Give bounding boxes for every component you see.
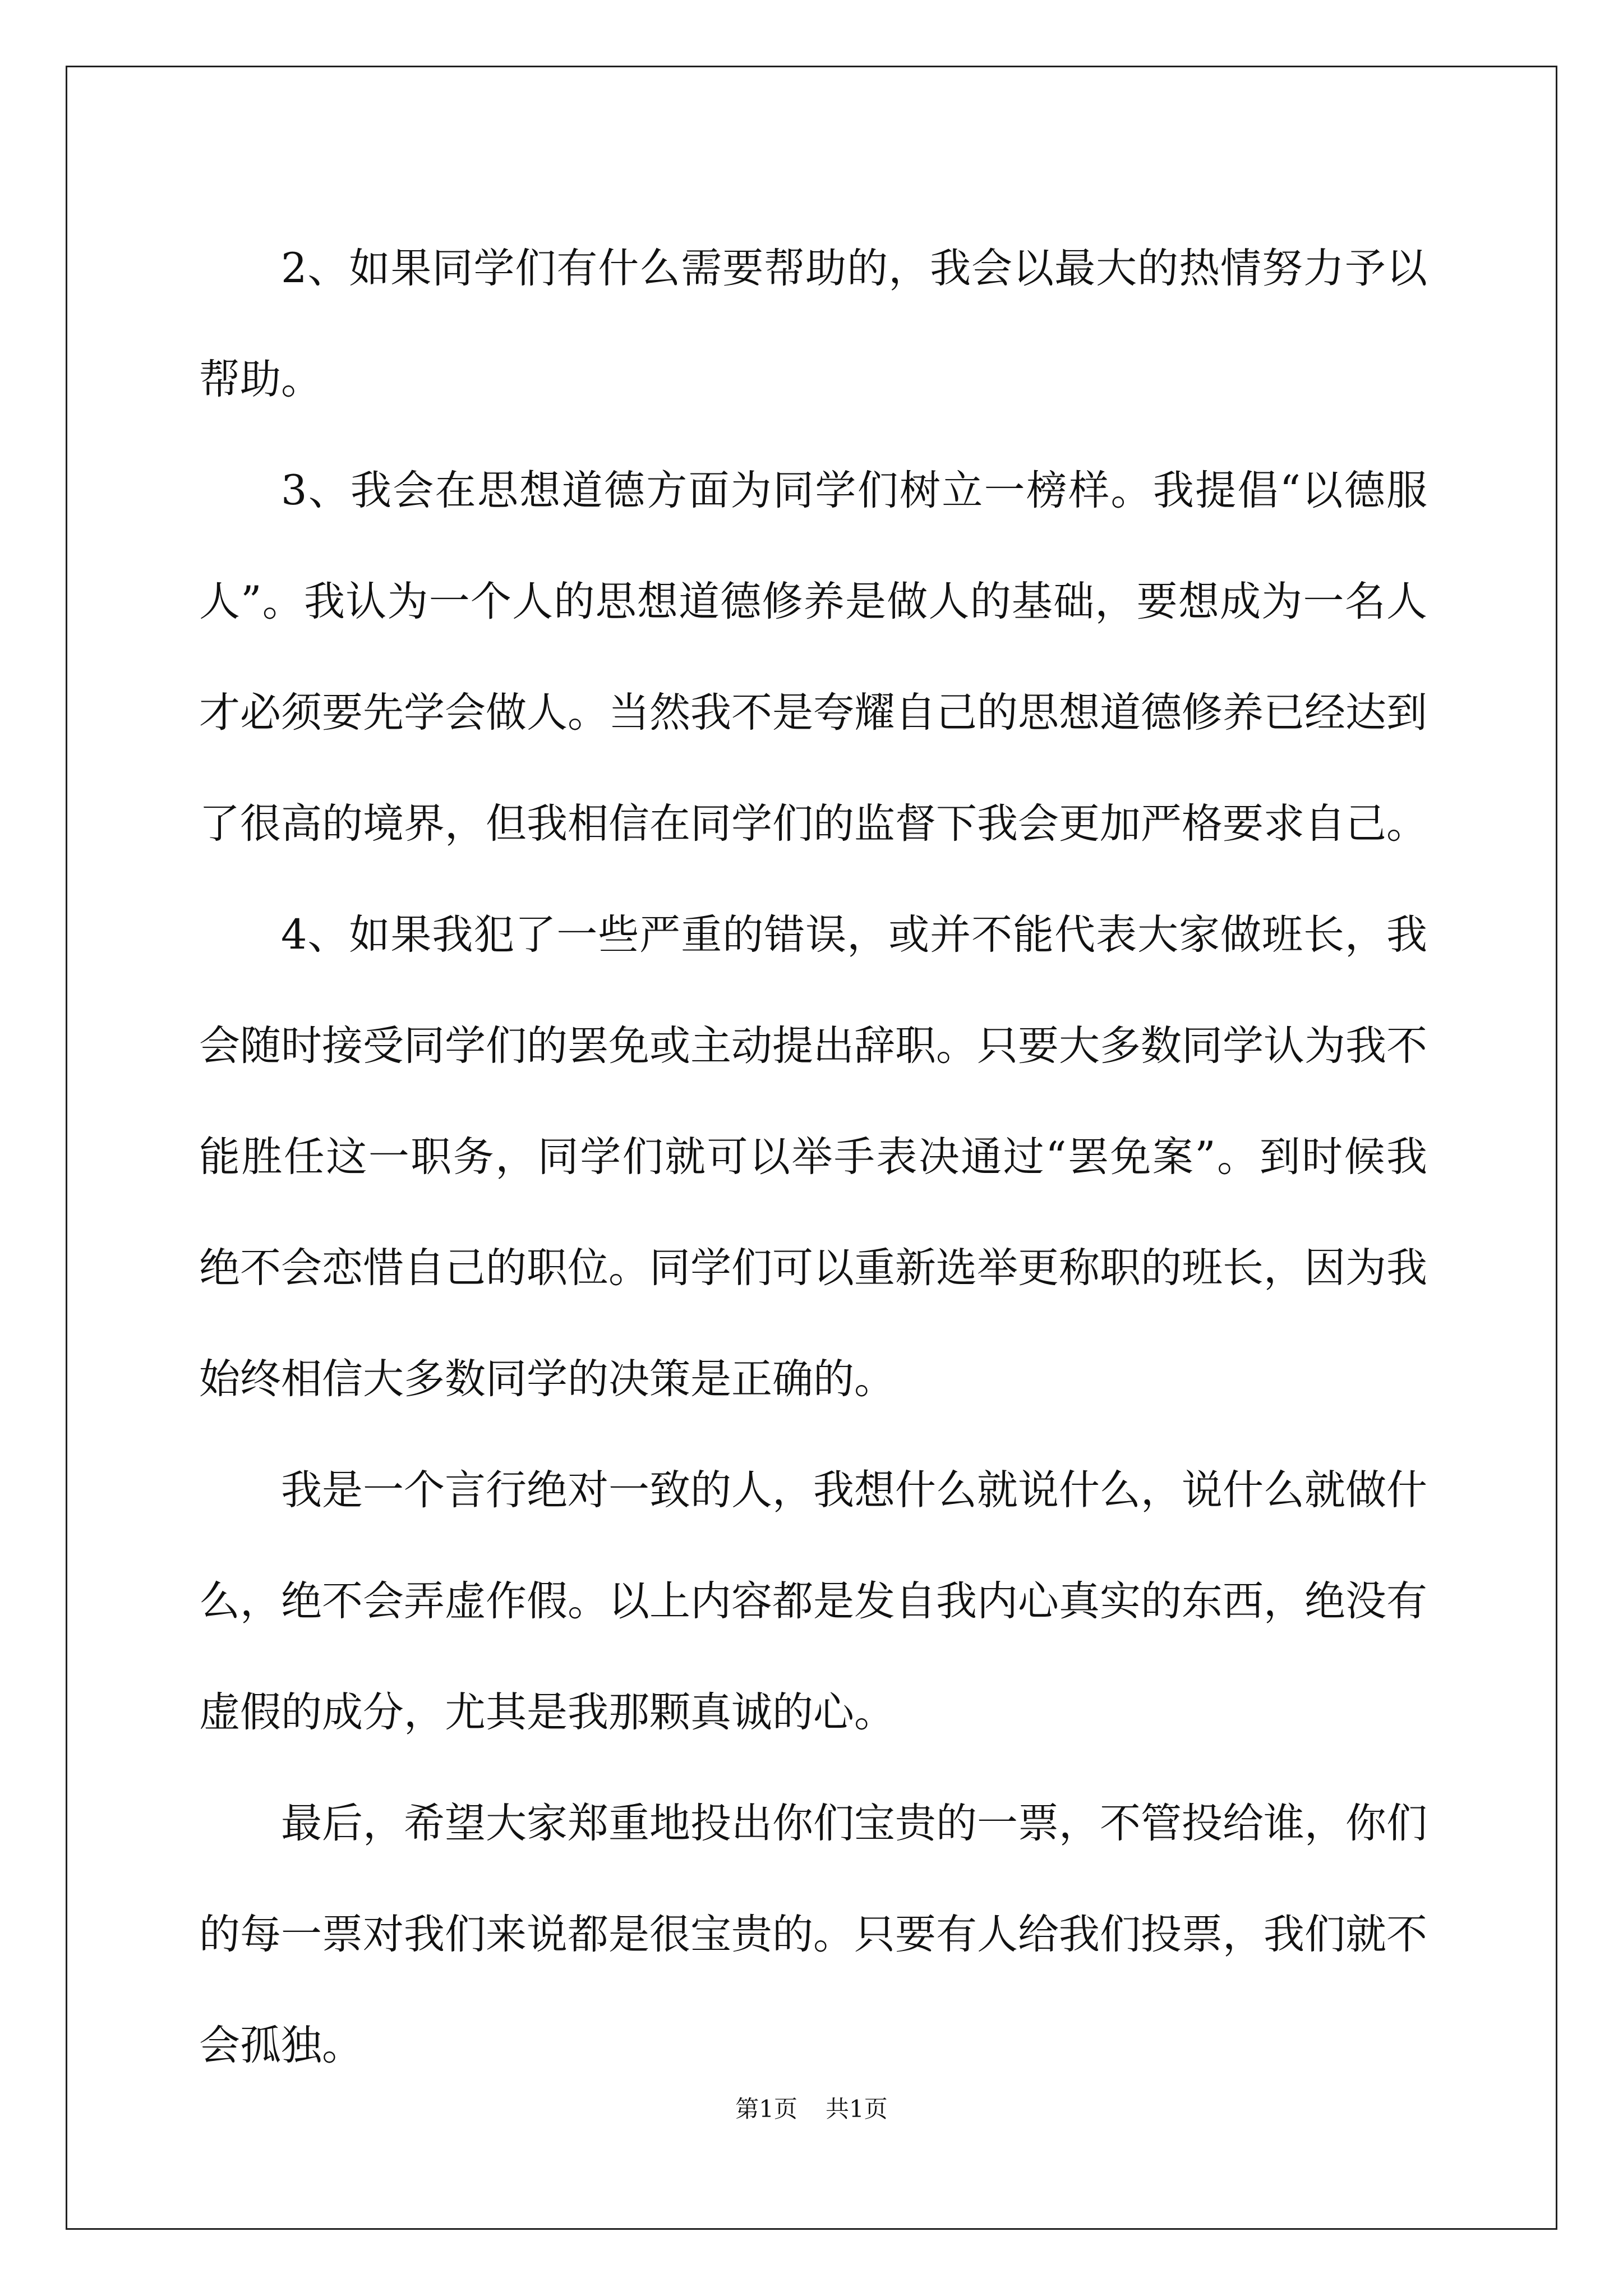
document-body [199,213,1427,2101]
paragraph-consistency: 我是一个言行绝对一致的人，我想什么就说什么，说什么就做什么，绝不会弄虚作假。以上内容都是发自我内心真实的东西，绝没有虚假的成分，尤其是我那颗真诚的心。 [199,1466,1427,1736]
page-number: 第1页 [735,2095,797,2123]
page-total: 共1页 [826,2095,888,2123]
paragraph-item-4: 4、如果我犯了一些严重的错误，或并不能代表大家做班长，我会随时接受同学们的罢免或主动提出辞职。只要大多数同学认为我不能胜任这一职务，同学们就可以举手表决通过“罢免案”。到时候我绝不会恋惜自己的职位。同学们可以重新选举更称职的班长，因为我始终相信大多数同学的决策是正确的。 [199,911,1427,1403]
paragraph-item-2: 2、如果同学们有什么需要帮助的，我会以最大的热情努力予以帮助。 [199,245,1427,403]
page-footer [0,2092,1623,2126]
paragraph-item-3: 3、我会在思想道德方面为同学们树立一榜样。我提倡“以德服人”。我认为一个人的思想道德修养是做人的基础，要想成为一名人才必须要先学会做人。当然我不是夸耀自己的思想道德修养已经达到了很高的境界，但我相信在同学们的监督下我会更加严格要求自己。 [199,467,1427,848]
paragraph-closing: 最后，希望大家郑重地投出你们宝贵的一票，不管投给谁，你们的每一票对我们来说都是很宝贵的。只要有人给我们投票，我们就不会孤独。 [199,1800,1427,2069]
